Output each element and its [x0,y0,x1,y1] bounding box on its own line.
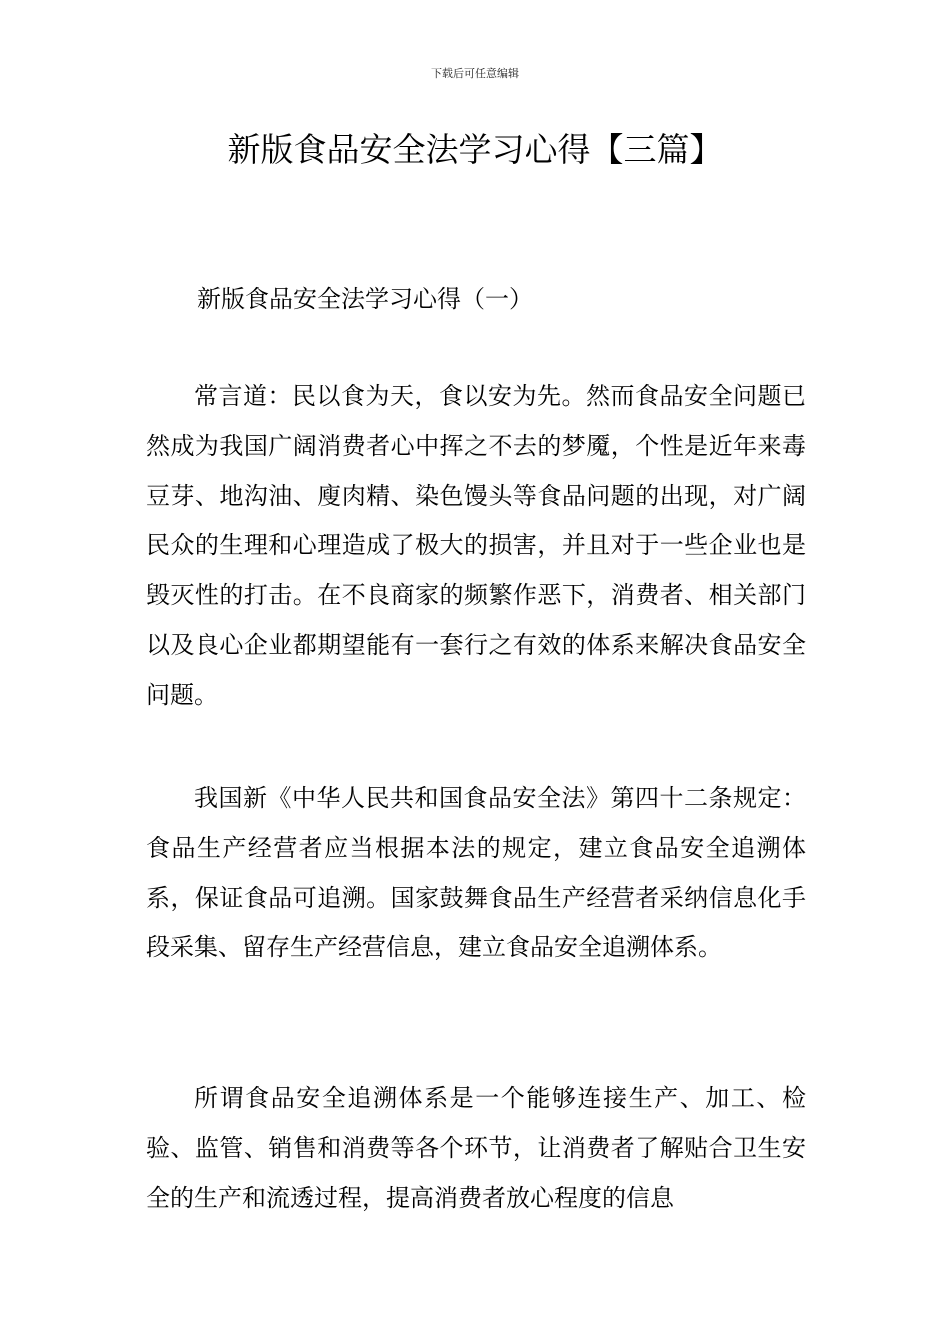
section-heading: 新版食品安全法学习心得（一） [197,285,533,313]
header-note: 下载后可任意编辑 [431,67,519,80]
paragraph-1: 常言道：民以食为天，食以安为先。然而食品安全问题已然成为我国广阔消费者心中挥之不去的梦魇，个性是近年来毒豆芽、地沟油、廋肉精、染色馒头等食品问题的出现，对广阔民众的生理和心理造成了极大的损害，并且对于一些企业也是毁灭性的打击。在不良商家的频繁作恶下，消费者、相关部门以及良心企业都期望能有一套行之有效的体系来解决食品安全问题。 [146,382,806,709]
paragraph-2: 我国新《中华人民共和国食品安全法》第四十二条规定：食品生产经营者应当根据本法的规定，建立食品安全追溯体系，保证食品可追溯。国家鼓舞食品生产经营者采纳信息化手段采集、留存生产经营信息，建立食品安全追溯体系。 [146,784,806,962]
document-title: 新版食品安全法学习心得【三篇】 [227,130,723,169]
paragraph-3: 所谓食品安全追溯体系是一个能够连接生产、加工、检验、监管、销售和消费等各个环节，让消费者了解贴合卫生安全的生产和流透过程，提高消费者放心程度的信息 [146,1084,806,1212]
